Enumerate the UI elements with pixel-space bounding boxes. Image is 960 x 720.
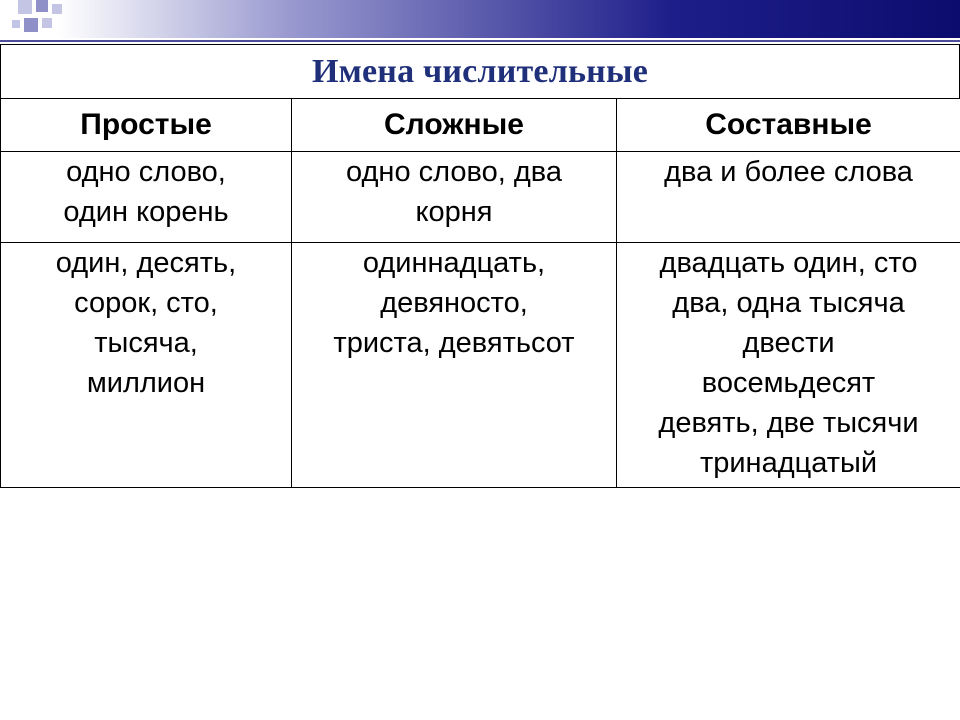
numerals-table (0, 98, 960, 488)
cell-line: корня (415, 196, 493, 228)
template-header-bar (0, 0, 960, 38)
header-simple: Простые (1, 99, 292, 152)
cell-line: двадцать один, сто (659, 247, 918, 279)
definition-compound (617, 152, 960, 243)
examples-complex (292, 243, 617, 488)
cell-line: девять, две тысячи (658, 407, 919, 439)
title-box (0, 44, 960, 99)
cell-line: триста, девятьсот (333, 327, 575, 359)
page-title: Имена числительные (312, 53, 648, 90)
cell-line: одиннадцать, (362, 247, 546, 279)
cell-line: сорок, сто, (74, 287, 218, 319)
decor-square (18, 0, 32, 14)
cell-line: один корень (63, 196, 229, 228)
cell-line: двести (742, 327, 835, 359)
definition-complex (292, 152, 617, 243)
decor-square (24, 18, 38, 32)
decor-square (36, 0, 48, 12)
cell-line: восемьдесят (701, 367, 876, 399)
cell-line: тысяча, (94, 327, 198, 359)
examples-row (1, 243, 960, 488)
header-compound: Составные (617, 99, 960, 152)
cell-line: одно слово, (66, 156, 226, 188)
cell-line: девяносто, (380, 287, 528, 319)
definition-row (1, 152, 960, 243)
cell-line: миллион (86, 367, 206, 399)
decor-square (52, 4, 62, 14)
examples-simple (1, 243, 292, 488)
header-complex: Сложные (292, 99, 617, 152)
cell-line: один, десять, (55, 247, 237, 279)
cell-line: два, одна тысяча (672, 287, 905, 319)
cell-line: тринадцатый (699, 447, 878, 479)
examples-compound (617, 243, 960, 488)
header-row (1, 99, 960, 152)
cell-line: два и более слова (664, 156, 913, 188)
cell-line: одно слово, два (346, 156, 562, 188)
decor-square (12, 20, 20, 28)
definition-simple (1, 152, 292, 243)
template-header-line (0, 40, 960, 42)
decor-square (42, 18, 52, 28)
